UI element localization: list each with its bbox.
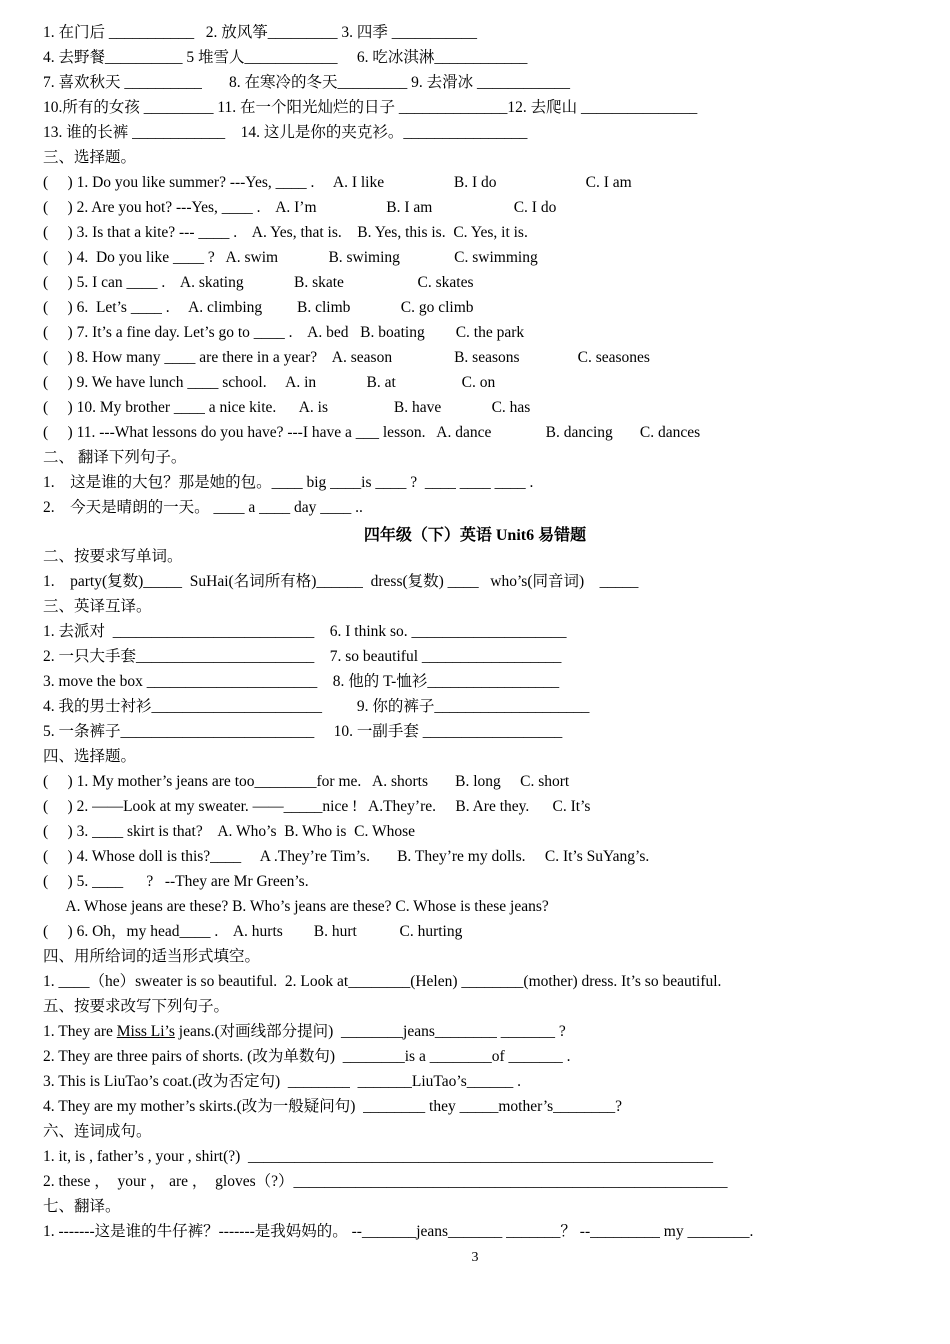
- section-heading-word-order: 六、连词成句。: [43, 1123, 152, 1140]
- rewrite-line-1-end: jeans.(对画线部分提问) ________jeans________ _______ ?: [174, 1023, 566, 1040]
- translate-sentence-2: 2. 今天是晴朗的一天。 ____ a ____ day ____ ..: [43, 499, 363, 516]
- translate-sentence-1: 1. 这是谁的大包？那是她的包。____ big ____is ____ ? ____ ____ ____ .: [43, 474, 534, 491]
- choice-question-10: ( ) 10. My brother ____ a nice kite. A. is B. have C. has: [43, 399, 531, 416]
- en-cn-line-3: 3. move the box ______________________ 8. 他的 T-恤衫_________________: [43, 673, 560, 690]
- word-order-line-1: 1. it, is , father’s , your , shirt(?) ____________________________________________________________: [43, 1148, 714, 1165]
- vocab-line-4: 10.所有的女孩 _________ 11. 在一个阳光灿烂的日子 ______________12. 去爬山 _______________: [43, 99, 698, 116]
- words-line-1: 1. party(复数)_____ SuHai(名词所有格)______ dress(复数) ____ who’s(同音词) _____: [43, 573, 639, 590]
- en-cn-line-5: 5. 一条裤子_________________________ 10. 一副手套 __________________: [43, 723, 563, 740]
- section-heading-translate-2: 七、翻译。: [43, 1198, 121, 1215]
- choice-question-4: ( ) 4. Do you like ____ ? A. swim B. swiming C. swimming: [43, 249, 538, 266]
- choice2-question-5: ( ) 5. ____ ? --They are Mr Green’s.: [43, 873, 309, 890]
- rewrite-line-3: 3. This is LiuTao’s coat.(改为否定句) ________ _______LiuTao’s______ .: [43, 1073, 522, 1090]
- section-heading-words: 二、按要求写单词。: [43, 548, 183, 565]
- fill-form-line-1: 1. ____（he）sweater is so beautiful. 2. Look at________(Helen) ________(mother) dress. It’s so beautiful.: [43, 973, 722, 990]
- choice2-question-2: ( ) 2. ——Look at my sweater. ——_____nice ! A.They’re. B. Are they. C. It’s: [43, 798, 591, 815]
- section-heading-en-cn: 三、英译互译。: [43, 598, 152, 615]
- vocab-line-3: 7. 喜欢秋天 __________ 8. 在寒冷的冬天_________ 9. 去滑冰 ____________: [43, 74, 571, 91]
- choice-question-2: ( ) 2. Are you hot? ---Yes, ____ . A. I’m B. I am C. I do: [43, 199, 557, 216]
- choice-question-1: ( ) 1. Do you like summer? ---Yes, ____ . A. I like B. I do C. I am: [43, 174, 632, 191]
- word-order-line-2: 2. these ， your ， are ， gloves（?）________________________________________________________: [43, 1173, 728, 1190]
- underlined-phrase: Miss Li’s: [116, 1023, 175, 1040]
- choice2-question-6: ( ) 6. Oh，my head____ . A. hurts B. hurt C. hurting: [43, 923, 463, 940]
- choice-question-5: ( ) 5. I can ____ . A. skating B. skate C. skates: [43, 274, 474, 291]
- unit-title: 四年级（下）英语 Unit6 易错题: [363, 527, 587, 544]
- en-cn-line-2: 2. 一只大手套_______________________ 7. so beautiful __________________: [43, 648, 562, 665]
- vocab-line-2: 4. 去野餐__________ 5 堆雪人____________ 6. 吃冰淇淋____________: [43, 49, 528, 66]
- choice2-question-5-options: A. Whose jeans are these? B. Who’s jeans are these? C. Whose is these jeans?: [43, 898, 549, 915]
- rewrite-line-2: 2. They are three pairs of shorts. (改为单数句) ________is a ________of _______ .: [43, 1048, 571, 1065]
- section-heading-translate: 二、 翻译下列句子。: [43, 449, 187, 466]
- vocab-line-1: 1. 在门后 ___________ 2. 放风筝_________ 3. 四季 ___________: [43, 24, 478, 41]
- section-heading-fill-form: 四、用所给词的适当形式填空。: [43, 948, 261, 965]
- choice-question-6: ( ) 6. Let’s ____ . A. climbing B. climb C. go climb: [43, 299, 474, 316]
- rewrite-line-4: 4. They are my mother’s skirts.(改为一般疑问句) ________ they _____mother’s________?: [43, 1098, 623, 1115]
- choice-question-7: ( ) 7. It’s a fine day. Let’s go to ____ . A. bed B. boating C. the park: [43, 324, 525, 341]
- rewrite-line-1-start: 1. They are: [43, 1023, 117, 1040]
- choice2-question-4: ( ) 4. Whose doll is this?____ A .They’re Tim’s. B. They’re my dolls. C. It’s SuYang’s.: [43, 848, 650, 865]
- section-heading-choice-2: 四、选择题。: [43, 748, 137, 765]
- rewrite-line-1: [43, 1022, 566, 1042]
- choice-question-9: ( ) 9. We have lunch ____ school. A. in B. at C. on: [43, 374, 496, 391]
- vocab-line-5: 13. 谁的长裤 ____________ 14. 这儿是你的夹克衫。________________: [43, 124, 528, 141]
- choice2-question-3: ( ) 3. ____ skirt is that? A. Who’s B. Who is C. Whose: [43, 823, 415, 840]
- section-heading-rewrite: 五、按要求改写下列句子。: [43, 998, 230, 1015]
- section-heading-choice: 三、选择题。: [43, 149, 137, 166]
- page-number: 3: [471, 1250, 479, 1265]
- en-cn-line-4: 4. 我的男士衬衫______________________ 9. 你的裤子____________________: [43, 698, 590, 715]
- en-cn-line-1: 1. 去派对 __________________________ 6. I think so. ____________________: [43, 623, 567, 640]
- choice-question-3: ( ) 3. Is that a kite? --- ____ . A. Yes, that is. B. Yes, this is. C. Yes, it is.: [43, 224, 528, 241]
- choice-question-8: ( ) 8. How many ____ are there in a year? A. season B. seasons C. seasones: [43, 349, 650, 366]
- choice-question-11: ( ) 11. ---What lessons do you have? ---I have a ___ lesson. A. dance B. dancing C. dances: [43, 424, 701, 441]
- translate2-line-1: 1. -------这是谁的牛仔裤？-------是我妈妈的。 --_______jeans_______ _______？ --_________ my ________.: [43, 1223, 754, 1240]
- choice2-question-1: ( ) 1. My mother’s jeans are too________for me. A. shorts B. long C. short: [43, 773, 570, 790]
